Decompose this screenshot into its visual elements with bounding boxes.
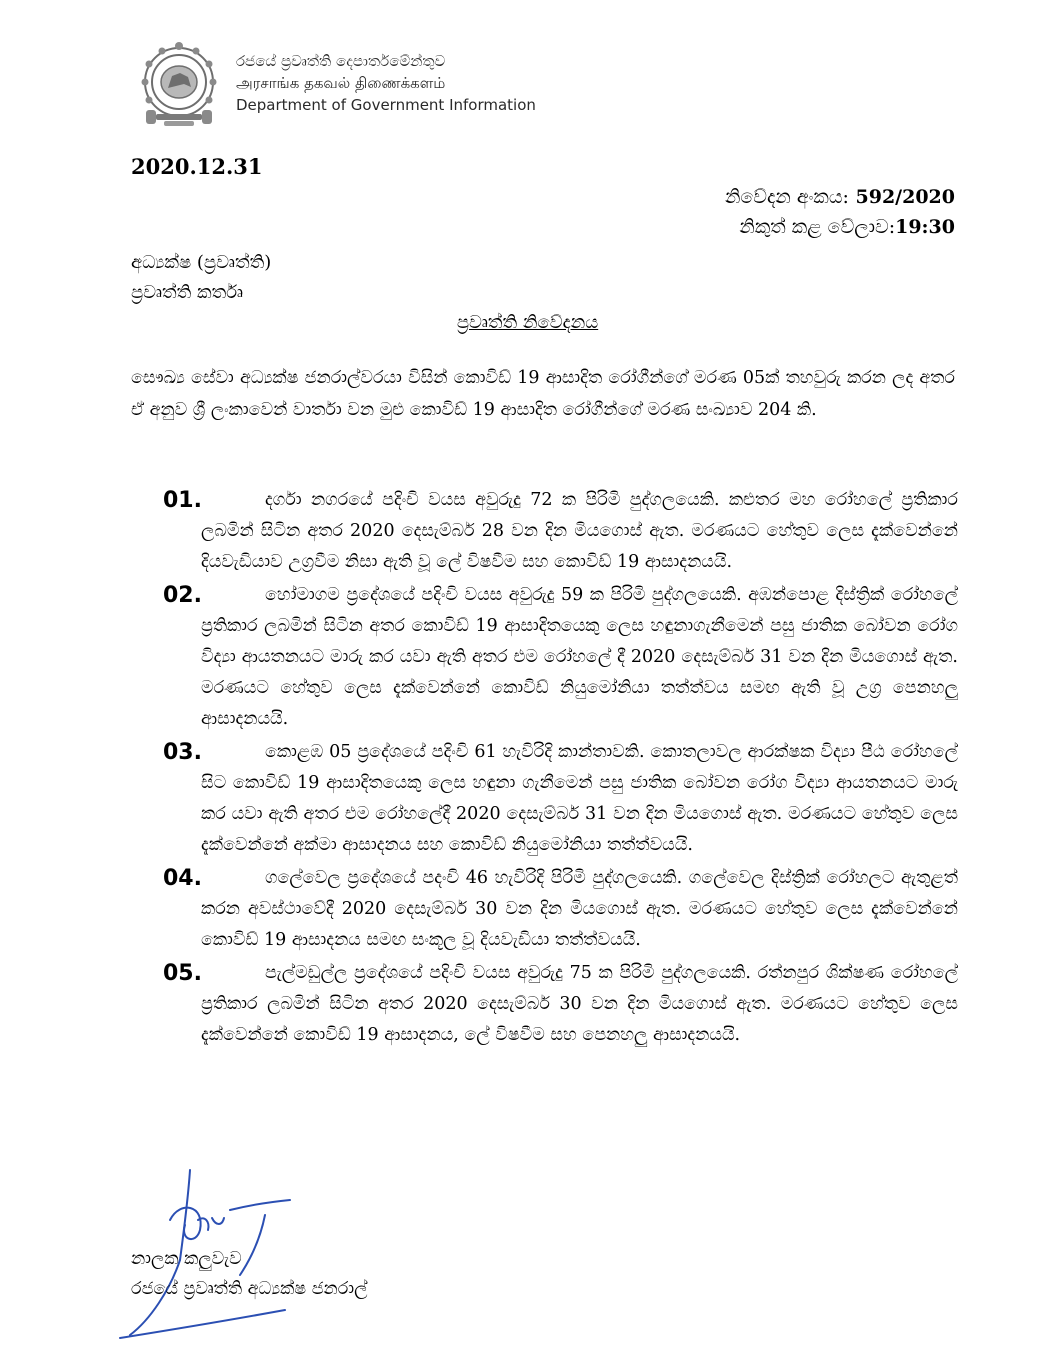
item-text: පැල්මඩුල්ල ප්‍රදේශයේ පදිංචි වයස අවුරුදු 75 ක පිරිමි පුද්ගලයෙකි. රත්නපුර ශික්ෂණ රෝහලේ ප්‍රතිකාර ලබමින් සිටින අතර 2020 දෙසැම්බර් 30 වන දින මියගොස් ඇත. මරණයට හේතුව ලෙස දැක්වෙන්නේ කොවිඩ් 19 ආසාදනය, ලේ විෂවීම සහ පෙනහලු ආසාදනයයි.	[201, 963, 958, 1045]
list-item	[163, 485, 958, 578]
list-item	[163, 958, 958, 1051]
department-name-english: Department of Government Information	[236, 96, 536, 114]
signer-title: රජයේ ප්‍රවෘත්ති අධ්‍යක්ෂ ජනරාල්	[131, 1279, 368, 1299]
item-text: කොළඹ 05 ප්‍රදේශයේ පදිංචි 61 හැවිරිදි කාන්තාවකි. කොතලාවල ආරක්ෂක විද්‍යා පීඨ රෝහලේ සිට කොවිඩ් 19 ආසාදිතයෙකු ලෙස හඳුනා ගැනීමෙන් පසු ජාතික බෝවන රෝග විද්‍යා ආයතනයට මාරු කර යවා ඇති අතර එම රෝහලේදී 2020 දෙසැම්බර් 31 වන දින මියගොස් ඇත. මරණයට හේතුව ලෙස දැක්වෙන්නේ අක්මා ආසාදනය සහ කොවිඩ් නියුමෝනියා තත්ත්වයයි.	[201, 742, 958, 855]
addressee	[131, 248, 271, 308]
item-text: ගලේවෙල ප්‍රදේශයේ පදංචි 46 හැවිරිදි පිරිමි පුද්ගලයෙකි. ගලේවෙල දිස්ත්‍රික් රෝහලට ඇතුළත් කරන අවස්ථාවේදී 2020 දෙසැම්බර් 30 වන දින මියගොස් ඇත. මරණයට හේතුව ලෙස දැක්වෙන්නේ කොවිඩ් 19 ආසාදනය සමඟ සංකූල වූ දියවැඩියා තත්ත්වයයි.	[201, 868, 958, 950]
release-date: 2020.12.31	[131, 154, 263, 179]
release-time	[725, 212, 955, 242]
reference-block	[725, 182, 955, 242]
department-name-tamil: அரசாங்க தகவல் திணைக்களம்	[236, 74, 446, 92]
list-item	[163, 863, 958, 956]
list-item	[163, 580, 958, 735]
release-time-label: නිකුත් කළ වේලාව:	[739, 216, 896, 238]
sri-lanka-emblem-icon	[136, 40, 222, 128]
department-name	[236, 50, 576, 116]
item-number: 02.	[163, 583, 202, 608]
addressee-line-1: අධ්‍යක්ෂ (ප්‍රවෘත්ති)	[131, 252, 272, 273]
signer-name: නාලක කලුවැව	[131, 1249, 242, 1269]
release-number-value: 592/2020	[855, 186, 955, 208]
letterhead	[136, 40, 576, 130]
document-title: ප්‍රවෘත්ති නිවේදනය	[456, 312, 599, 333]
death-reports-list	[163, 485, 958, 1053]
signer-block	[131, 1244, 367, 1304]
item-text: හෝමාගම ප්‍රදේශයේ පදිංචි වයස අවුරුදු 59 ක පිරිමි පුද්ගලයෙකි. අඹන්පොළ දිස්ත්‍රික් රෝහලේ ප්‍රතිකාර ලබමින් සිටින අතර කොවිඩ් 19 ආසාදිතයෙකු ලෙස හඳුනාගැනීමෙන් පසු ජාතික බෝවන රෝග විද්‍යා ආයතනයට මාරු කර යවා ඇති අතර එම රෝහලේ දී 2020 දෙසැම්බර් 31 වන දින මියගොස් ඇත. මරණයට හේතුව ලෙස දැක්වෙන්නේ කොවිඩ් නියුමෝනියා තත්ත්වය සමඟ ඇති වූ උග්‍ර පෙනහලු ආසාදනයයි.	[201, 585, 958, 729]
department-name-sinhala: රජයේ ප්‍රවෘත්ති දෙපාර්තමේන්තුව	[236, 52, 446, 70]
item-number: 04.	[163, 866, 202, 891]
list-item	[163, 737, 958, 861]
addressee-line-2: ප්‍රවෘත්ති කර්තෘ	[131, 282, 244, 303]
item-number: 05.	[163, 961, 202, 986]
release-number-label: නිවේදන අංකය:	[724, 186, 849, 208]
release-time-value: 19:30	[895, 216, 955, 238]
item-number: 01.	[163, 488, 202, 513]
intro-paragraph: සෞඛ්‍ය සේවා අධ්‍යක්ෂ ජනරාල්වරයා විසින් කොවිඩ් 19 ආසාදිත රෝගීන්ගේ මරණ 05ක් තහවුරු කරන ලද අතර ඒ අනුව ශ්‍රී ලංකාවෙන් වාර්තා වන මුළු කොවිඩ් 19 ආසාදිත රෝගීන්ගේ මරණ සංඛ්‍යාව 204 කි.	[131, 368, 955, 420]
release-number	[725, 182, 955, 212]
item-text: දර්ගා නගරයේ පදිංචි වයස අවුරුදු 72 ක පිරිමි පුද්ගලයෙකි. කළුතර මහ රෝහලේ ප්‍රතිකාර ලබමින් සිටින අතර 2020 දෙසැම්බර් 28 වන දින මියගොස් ඇත. මරණයට හේතුව ලෙස දැක්වෙන්නේ දියවැඩියාව උග්‍රවීම නිසා ඇති වූ ලේ විෂවීම සහ කොවිඩ් 19 ආසාදනයයි.	[201, 490, 958, 572]
item-number: 03.	[163, 740, 202, 765]
